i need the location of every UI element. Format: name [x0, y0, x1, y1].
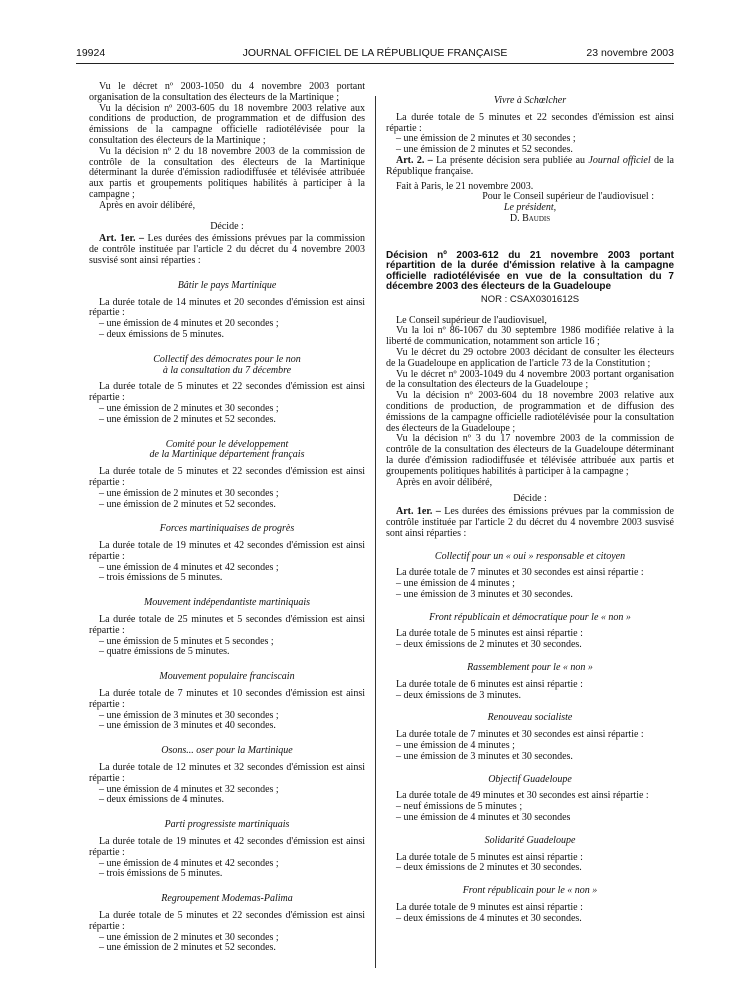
- left-column: [89, 82, 365, 954]
- list-item: – une émission de 2 minutes et 52 secondes.: [99, 498, 276, 510]
- list-item: – trois émissions de 5 minutes.: [99, 572, 223, 584]
- signature-date: Fait à Paris, le 21 novembre 2003.: [396, 180, 534, 192]
- allocation-text: La durée totale de 19 minutes et 42 secondes d'émission est ainsi répartie :: [89, 836, 365, 858]
- list-item: – deux émissions de 4 minutes.: [99, 794, 224, 806]
- list-item: – trois émissions de 5 minutes.: [99, 868, 223, 880]
- journal-title: JOURNAL OFFICIEL DE LA RÉPUBLIQUE FRANÇAISE: [242, 47, 508, 59]
- allocation-group: [89, 524, 365, 584]
- vu-paragraph: Vu la décision nº 2 du 18 novembre 2003 de la commission de contrôle de la consultation des électeurs de la Martinique déterminant la durée d'émission radiodiffusée et télévisée attribuée aux partis et groupements politiques habilités à participer à la campagne ;: [89, 145, 365, 200]
- allocation-text: La durée totale de 49 minutes et 30 secondes est ainsi répartie :: [396, 790, 649, 802]
- group-name: Osons... oser pour la Martinique: [161, 745, 293, 757]
- right-column: [386, 96, 674, 925]
- list-item: – une émission de 4 minutes et 42 secondes ;: [99, 561, 279, 573]
- vu-paragraph: Vu la décision nº 3 du 17 novembre 2003 de la commission de contrôle de la consultation des électeurs de la Guadeloupe déterminant la durée d'émission radiodiffusée et télévisée attribuée aux partis et groupements politiques habilités à participer à la campagne ;: [386, 433, 674, 477]
- list-item: – une émission de 4 minutes ;: [396, 740, 515, 752]
- article-text: de la République française.: [386, 154, 674, 177]
- group-name: de la Martinique département français: [149, 449, 305, 461]
- article-text: Les durées des émissions prévues par la commission de contrôle instituée par l'article 2 du décret du 4 novembre 2003 susvisé sont ainsi réparties :: [386, 506, 674, 539]
- allocation-text: La durée totale de 12 minutes et 32 secondes d'émission est ainsi répartie :: [89, 762, 365, 784]
- vu-paragraph: Vu le décret du 29 octobre 2003 décidant de consulter les électeurs de la Guadeloupe en application de l'article 73 de la Constitution ;: [386, 346, 674, 369]
- deliberation-text: Après en avoir délibéré,: [396, 476, 493, 488]
- group-name: Vivre à Schœlcher: [493, 95, 567, 106]
- group-name: Forces martiniquaises de progrès: [159, 523, 295, 535]
- allocation-text: La durée totale de 5 minutes est ainsi répartie :: [396, 851, 583, 863]
- list-item: – une émission de 3 minutes et 40 secondes.: [99, 720, 276, 732]
- allocation-text: La durée totale de 5 minutes est ainsi répartie :: [396, 628, 583, 640]
- list-item: – une émission de 2 minutes et 30 secondes ;: [99, 487, 279, 499]
- group-name: Parti progressiste martiniquais: [164, 819, 290, 831]
- group-name: Mouvement indépendantiste martiniquais: [143, 597, 311, 609]
- list-item: – deux émissions de 2 minutes et 30 secondes.: [396, 639, 582, 651]
- allocation-text: La durée totale de 5 minutes et 22 secondes d'émission est ainsi répartie :: [89, 466, 365, 488]
- article-text: Les durées des émissions prévues par la commission de contrôle instituée par l'article 2 du décret du 4 novembre 2003 susvisé sont ainsi réparties :: [89, 233, 365, 266]
- list-item: – une émission de 4 minutes et 20 secondes ;: [99, 318, 279, 330]
- list-item: – une émission de 2 minutes et 30 secondes ;: [396, 133, 576, 145]
- group-name: Bâtir le pays Martinique: [177, 279, 277, 291]
- list-item: – une émission de 2 minutes et 52 secondes.: [396, 144, 573, 156]
- allocation-text: La durée totale de 14 minutes et 20 secondes d'émission est ainsi répartie :: [89, 296, 365, 319]
- vu-paragraph: Vu le décret nº 2003-1049 du 4 novembre 2003 portant organisation de la consultation des électeurs de la Guadeloupe ;: [386, 368, 674, 391]
- page-header: [76, 47, 674, 63]
- column-divider: [375, 96, 376, 968]
- article-label: Art. 1er. –: [99, 233, 145, 245]
- vu-paragraph: Vu le décret nº 2003-1050 du 4 novembre 2003 portant organisation de la consultation des électeurs de la Martinique ;: [89, 81, 365, 103]
- allocation-text: La durée totale de 19 minutes et 42 secondes d'émission est ainsi répartie :: [89, 540, 365, 562]
- allocation-group: [386, 775, 674, 824]
- group-name: Front républicain pour le « non »: [462, 885, 598, 897]
- group-name: Regroupement Modemas-Palima: [161, 893, 293, 905]
- list-item: – deux émissions de 3 minutes.: [396, 689, 521, 701]
- list-item: – une émission de 3 minutes et 30 secondes.: [396, 588, 573, 600]
- allocation-group: [89, 281, 365, 341]
- decision-title: Décision nº 2003-612 du 21 novembre 2003 portant répartition de la durée d'émission relative à la campagne officielle radiotélévisée en vue de la consultation du 7 décembre 2003 des électeurs de la Guadeloupe: [386, 249, 674, 293]
- allocation-text: La durée totale de 5 minutes et 22 secondes d'émission est ainsi répartie :: [386, 111, 674, 134]
- group-name: Collectif des démocrates pour le non: [153, 353, 301, 365]
- signature-line: Pour le Conseil supérieur de l'audiovisuel :: [482, 191, 654, 203]
- allocation-group: [89, 672, 365, 732]
- list-item: – une émission de 2 minutes et 30 secondes ;: [99, 931, 279, 943]
- group-name: Front républicain et démocratique pour le « non »: [429, 611, 631, 623]
- group-name: à la consultation du 7 décembre: [162, 364, 292, 376]
- allocation-group: [89, 440, 365, 511]
- decide-heading: Décide :: [210, 220, 244, 232]
- allocation-text: La durée totale de 25 minutes et 5 secondes d'émission est ainsi répartie :: [89, 614, 365, 636]
- group-name: Mouvement populaire franciscain: [159, 671, 295, 683]
- list-item: – une émission de 3 minutes et 30 secondes.: [396, 750, 573, 762]
- header-rule: [76, 63, 674, 64]
- allocation-text: La durée totale de 7 minutes et 10 secondes d'émission est ainsi répartie :: [89, 688, 365, 710]
- list-item: – une émission de 3 minutes et 30 secondes ;: [99, 709, 279, 721]
- deliberation-text: Après en avoir délibéré,: [99, 199, 196, 211]
- list-item: – une émission de 2 minutes et 52 secondes.: [99, 413, 276, 425]
- article-2: [386, 156, 674, 178]
- list-item: – neuf émissions de 5 minutes ;: [396, 801, 523, 813]
- allocation-group: [89, 820, 365, 880]
- list-item: – une émission de 2 minutes et 52 secondes.: [99, 942, 276, 954]
- group-name: Solidarité Guadeloupe: [484, 834, 576, 846]
- list-item: – deux émissions de 5 minutes.: [99, 328, 224, 340]
- list-item: – deux émissions de 4 minutes et 30 secondes.: [396, 912, 582, 924]
- allocation-text: La durée totale de 6 minutes est ainsi répartie :: [396, 678, 583, 690]
- group-name: Collectif pour un « oui » responsable et citoyen: [434, 550, 626, 562]
- group-name: Renouveau socialiste: [487, 712, 573, 724]
- list-item: – deux émissions de 2 minutes et 30 secondes.: [396, 862, 582, 874]
- group-name: Objectif Guadeloupe: [488, 773, 572, 785]
- group-name: Rassemblement pour le « non »: [467, 662, 593, 674]
- list-item: – une émission de 2 minutes et 30 secondes ;: [99, 402, 279, 414]
- list-item: – une émission de 4 minutes ;: [396, 578, 515, 590]
- allocation-group: [89, 894, 365, 954]
- article-label: Art. 2. –: [396, 154, 433, 166]
- allocation-text: La durée totale de 9 minutes est ainsi répartie :: [396, 902, 583, 914]
- allocation-group: [386, 836, 674, 874]
- article-label: Art. 1er. –: [396, 506, 441, 518]
- article-1: [89, 234, 365, 266]
- issue-date: 23 novembre 2003: [586, 47, 674, 59]
- allocation-group: [386, 663, 674, 701]
- journal-reference: Journal officiel: [588, 154, 651, 166]
- article-1: [386, 507, 674, 539]
- list-item: – une émission de 5 minutes et 5 secondes ;: [99, 635, 274, 647]
- vu-paragraph: Vu la décision nº 2003-605 du 18 novembre 2003 relative aux conditions de production, de programmation et de diffusion des émissions de la campagne officielle radiotélévisée pour la consultation des électeurs de la Martinique ;: [89, 102, 365, 146]
- list-item: – une émission de 4 minutes et 30 secondes: [396, 812, 571, 824]
- allocation-text: La durée totale de 5 minutes et 22 secondes d'émission est ainsi répartie :: [89, 910, 365, 932]
- allocation-group: [386, 713, 674, 762]
- list-item: – une émission de 4 minutes et 32 secondes ;: [99, 783, 279, 795]
- vu-paragraph: Vu la décision nº 2003-604 du 18 novembre 2003 relative aux conditions de production, de programmation et de diffusion des émissions de la campagne officielle radiotélévisée pour la consultation des électeurs de la Guadeloupe ;: [386, 390, 674, 434]
- allocation-group: [386, 886, 674, 924]
- allocation-group: [386, 613, 674, 651]
- allocation-group: [386, 552, 674, 601]
- allocation-group: [89, 598, 365, 658]
- group-name: Comité pour le développement: [165, 438, 289, 450]
- list-item: – une émission de 4 minutes et 42 secondes ;: [99, 857, 279, 869]
- allocation-text: La durée totale de 7 minutes et 30 secondes est ainsi répartie :: [396, 567, 644, 579]
- vu-paragraph: Vu la loi nº 86-1067 du 30 septembre 1986 modifiée relative à la liberté de communication, notamment son article 16 ;: [386, 325, 674, 348]
- nor-reference: NOR : CSAX0301612S: [480, 293, 580, 305]
- signatory-name: D. Baudis: [509, 212, 551, 224]
- preamble-text: Le Conseil supérieur de l'audiovisuel,: [396, 314, 547, 326]
- allocation-group: [386, 96, 674, 156]
- allocation-text: La durée totale de 7 minutes et 30 secondes est ainsi répartie :: [396, 729, 644, 741]
- page-number: 19924: [76, 47, 106, 59]
- allocation-group: [89, 746, 365, 806]
- list-item: – quatre émissions de 5 minutes.: [99, 646, 230, 658]
- signatory-role: Le président,: [503, 202, 557, 214]
- decide-heading: Décide :: [513, 493, 547, 505]
- allocation-text: La durée totale de 5 minutes et 22 secondes d'émission est ainsi répartie :: [89, 381, 365, 404]
- allocation-group: [89, 355, 365, 426]
- article-text: La présente décision sera publiée au: [432, 154, 589, 166]
